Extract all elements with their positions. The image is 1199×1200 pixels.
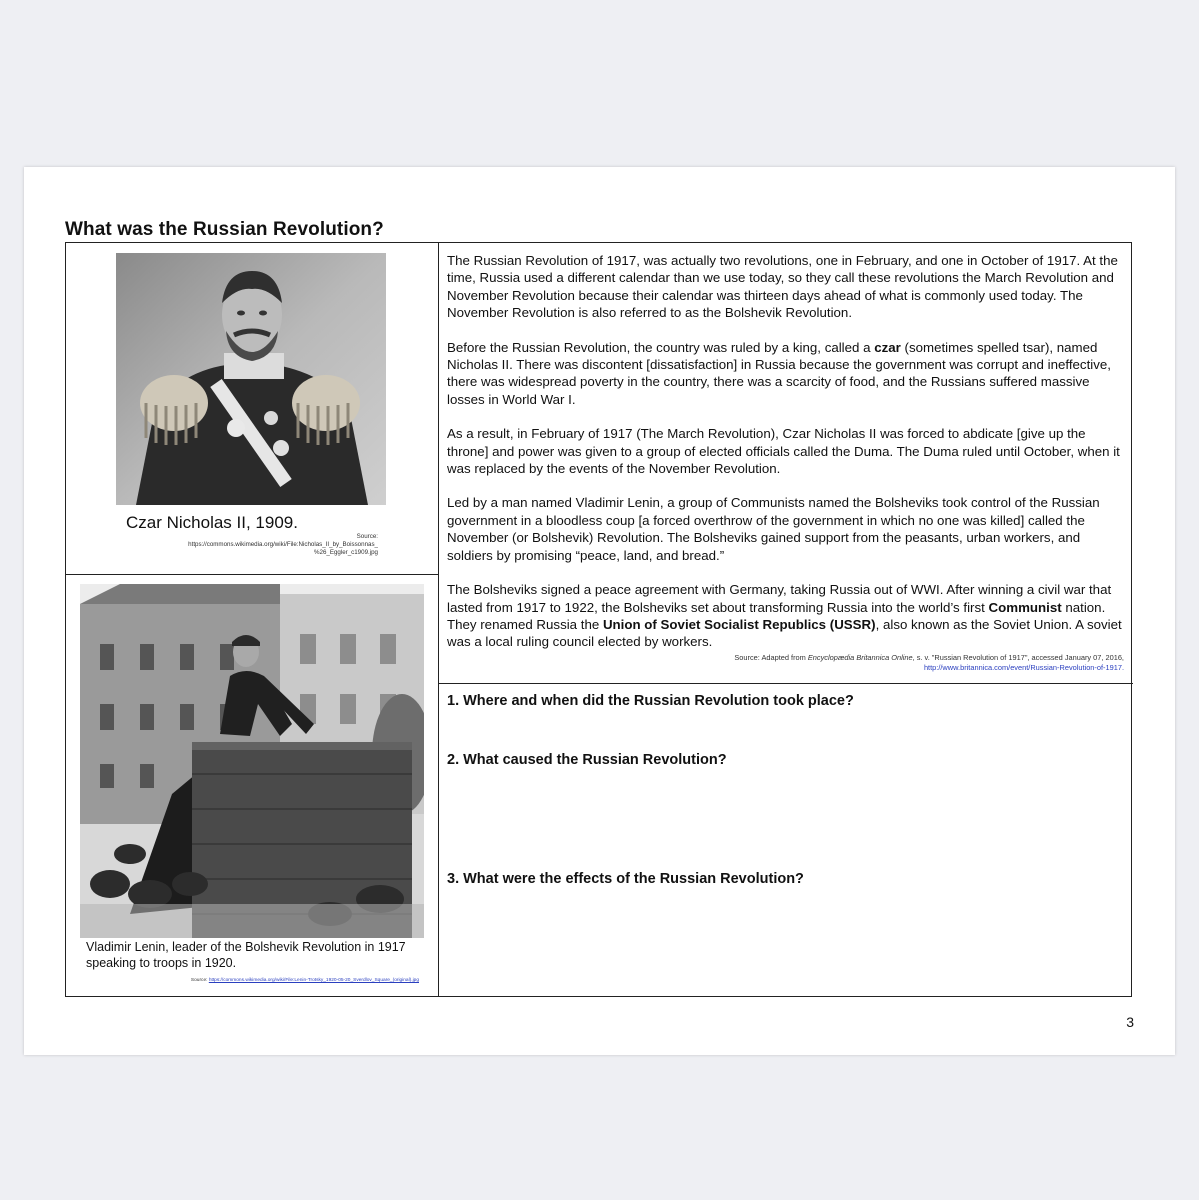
- lenin-photo: [80, 584, 424, 938]
- lenin-photo-source: [86, 978, 419, 983]
- paragraph-2: Before the Russian Revolution, the country was ruled by a king, called a czar (sometimes spelled tsar), named Nicholas II. There was discontent [dissatisfaction] in Russia because the government was corrupt and ineffective, there was widespread poverty in the country, there was a scarcity of food, and the Russians suffered massive losses in World War I.: [447, 339, 1111, 407]
- paragraph-3: As a result, in February of 1917 (The March Revolution), Czar Nicholas II was forced to abdicate [give up the throne] and power was given to a group of elected officials called the Duma. The Duma ruled until October, when it was replaced by the events of the November Revolution.: [447, 426, 1120, 477]
- lenin-source-label: Source:: [190, 978, 208, 983]
- worksheet-page: [24, 167, 1175, 1055]
- czar-source-label: Source:: [356, 533, 378, 540]
- paragraph-5: The Bolsheviks signed a peace agreement with Germany, taking Russia out of WWI. After winning a civil war that lasted from 1917 to 1922, the Bolsheviks set about transforming Russia into the world’s first Communist nation. They renamed Russia the Union of Soviet Socialist Republics (USSR), also known as the Soviet Union. A soviet was a local ruling council elected by workers.: [447, 582, 1122, 650]
- lenin-photo-caption: Vladimir Lenin, leader of the Bolshevik Revolution in 1917 speaking to troops in 1920.: [86, 940, 406, 970]
- britannica-link[interactable]: http://www.britannica.com/event/Russian-Revolution-of-1917.: [923, 663, 1124, 672]
- question-3: 3. What were the effects of the Russian Revolution?: [447, 871, 804, 887]
- question-2: 2. What caused the Russian Revolution?: [447, 752, 727, 768]
- question-1: 1. Where and when did the Russian Revolution took place?: [447, 693, 854, 709]
- lenin-source-link[interactable]: https://commons.wikimedia.org/wiki/File:Lenin-Trotsky_1920-05-20_Sverdlov_Square_(original).jpg: [208, 978, 419, 983]
- page-title: What was the Russian Revolution?: [65, 219, 384, 240]
- czar-source-url-2: %26_Eggler_c1909.jpg: [314, 549, 378, 556]
- reading-source-credit: Source: Adapted from Encyclopædia Britannica Online, s. v. "Russian Revolution of 1917", accessed January 07, 2016, http://www.britannica.com/event/Russian-Revolution-of-1917.: [447, 653, 1124, 673]
- paragraph-1: The Russian Revolution of 1917, was actually two revolutions, one in February, and one in October of 1917. At the time, Russia used a different calendar than we use today, so they call these revolutions the March Revolution and November Revolution because their calendar was thirteen days ahead of what is commonly used today. The November Revolution is also referred to as the Bolshevik Revolution.: [447, 253, 1118, 321]
- czar-nicholas-photo: [116, 253, 386, 505]
- left-row-divider: [66, 574, 439, 575]
- column-divider: [438, 243, 439, 996]
- page-number: 3: [1126, 1014, 1134, 1030]
- czar-photo-caption: Czar Nicholas II, 1909.: [126, 513, 298, 532]
- reading-passage: [447, 252, 1127, 651]
- czar-source-url-1: https://commons.wikimedia.org/wiki/File:Nicholas_II_by_Boissonnas_: [188, 541, 378, 548]
- czar-photo-source: [106, 533, 378, 557]
- paragraph-4: Led by a man named Vladimir Lenin, a group of Communists named the Bolsheviks took control of the Russian government in a bloodless coup [a forced overthrow of the government in which no one was killed] called the November (or Bolshevik) Revolution. The Bolsheviks gained support from the peasants, urban workers, and soldiers by promising “peace, land, and bread.”: [447, 495, 1100, 563]
- content-table: [65, 242, 1132, 997]
- right-row-divider: [439, 683, 1133, 684]
